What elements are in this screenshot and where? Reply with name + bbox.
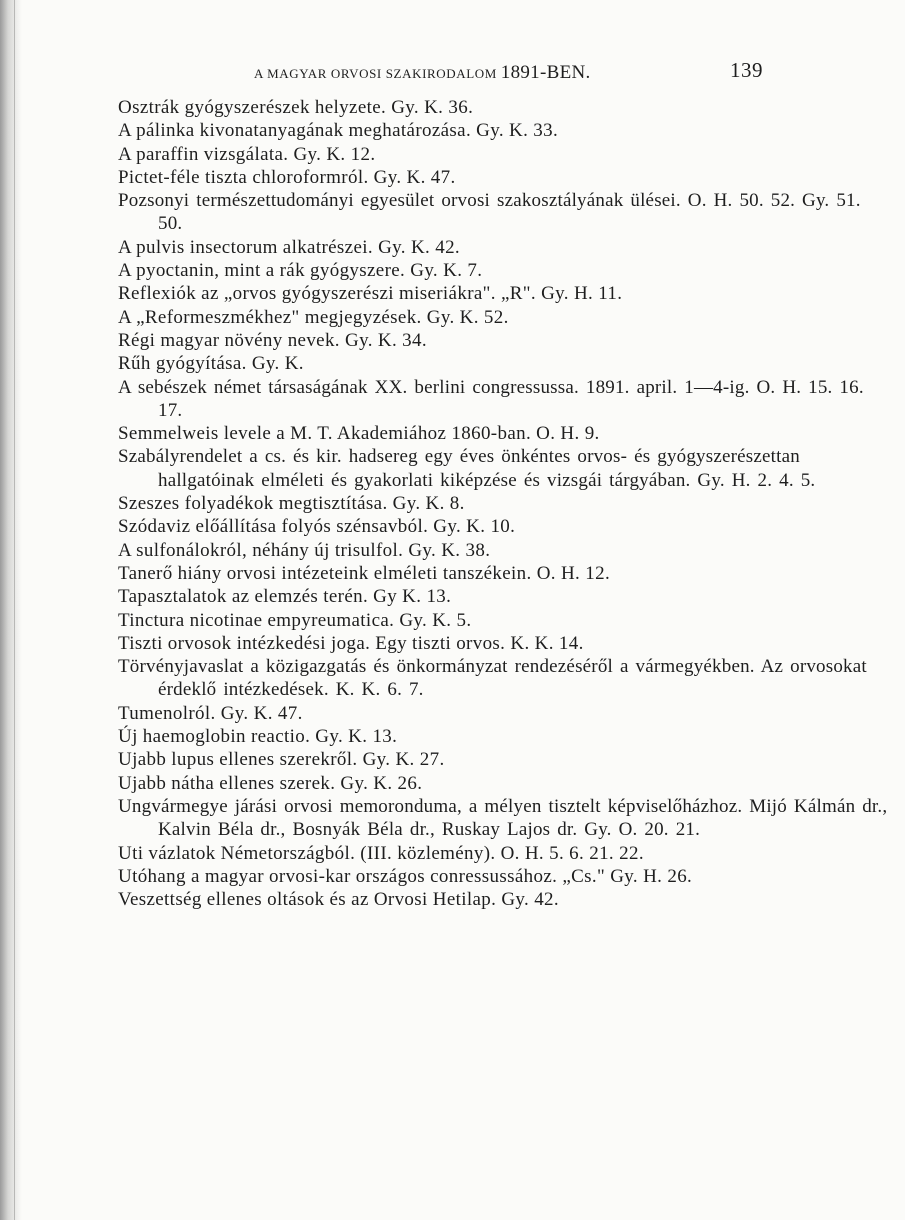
bibliography-entry: Pictet-féle tiszta chloroformról. Gy. K. 47. [118, 166, 456, 188]
running-title-year: 1891-BEN. [500, 62, 591, 83]
bibliography-entry: Tiszti orvosok intézkedési joga. Egy tiszti orvos. K. K. 14. [118, 632, 584, 654]
bibliography-entry: A sulfonálokról, néhány új trisulfol. Gy. K. 38. [118, 539, 491, 561]
bibliography-entry: Régi magyar növény nevek. Gy. K. 34. [118, 329, 427, 351]
bibliography-entry: Tinctura nicotinae empyreumatica. Gy. K. 5. [118, 609, 472, 631]
bibliography-entry: Uti vázlatok Németországból. (III. közlemény). O. H. 5. 6. 21. 22. [118, 842, 644, 864]
bibliography-entry: Osztrák gyógyszerészek helyzete. Gy. K. 36. [118, 97, 474, 118]
bibliography-entry: Tapasztalatok az elemzés terén. Gy K. 13. [118, 586, 452, 608]
bibliography-entry: Reflexiók az „orvos gyógyszerészi miseriákra". „R". Gy. H. 11. [118, 283, 623, 305]
bibliography-entry: Utóhang a magyar orvosi-kar országos conressussához. „Cs." Gy. H. 26. [118, 865, 693, 887]
bibliography-entry: Szeszes folyadékok megtisztítása. Gy. K. 8. [118, 493, 465, 515]
binding-line [14, 0, 15, 1220]
bibliography-entry: Új haemoglobin reactio. Gy. K. 13. [118, 726, 398, 748]
bibliography-entry: Rűh gyógyítása. Gy. K. [118, 353, 304, 375]
page-header [0, 58, 905, 88]
bibliography-entry: Szabályrendelet a cs. és kir. hadsereg egy éves önkéntes orvos- és gyógyszerészettan hallgatóinak elméleti és gyakorlati kiképzése és vizsgái tárgyában. Gy. H. 2. 4. 5. [118, 446, 816, 491]
page-edge-shadow [0, 0, 22, 1220]
bibliography-entry: A paraffin vizsgálata. Gy. K. 12. [118, 143, 376, 165]
bibliography-entry: A pyoctanin, mint a rák gyógyszere. Gy. K. 7. [118, 260, 483, 282]
bibliography-entry: A „Reformeszmékhez" megjegyzések. Gy. K. 52. [118, 306, 509, 328]
running-title [254, 62, 591, 84]
bibliography-entry: Pozsonyi természettudományi egyesület orvosi szakosztályának ülései. O. H. 50. 52. Gy. 51. 50. [118, 190, 861, 235]
page-number: 139 [730, 58, 763, 82]
running-title-text: A MAGYAR ORVOSI SZAKIRODALOM [254, 66, 497, 81]
bibliography-entry: Ujabb nátha ellenes szerek. Gy. K. 26. [118, 772, 423, 794]
bibliography-entry: A sebészek német társaságának XX. berlini congressussa. 1891. april. 1—4-ig. O. H. 15. 16. 17. [118, 376, 864, 421]
bibliography-entry: A pálinka kivonatanyagának meghatározása. Gy. K. 33. [118, 120, 559, 142]
bibliography-entry: Veszettség ellenes oltások és az Orvosi Hetilap. Gy. 42. [118, 889, 560, 911]
bibliography-entry: Tumenolról. Gy. K. 47. [118, 702, 303, 724]
bibliography-entry: Tanerő hiány orvosi intézeteink elméleti tanszékein. O. H. 12. [118, 562, 611, 584]
bibliography-list [118, 96, 888, 911]
bibliography-entry: Törvényjavaslat a közigazgatás és önkormányzat rendezéséről a vármegyékben. Az orvosokat érdeklő intézkedések. K. K. 6. 7. [118, 656, 867, 701]
bibliography-entry: Szódaviz előállítása folyós szénsavból. Gy. K. 10. [118, 516, 516, 538]
bibliography-entry: Semmelweis levele a M. T. Akademiához 1860-ban. O. H. 9. [118, 423, 600, 445]
bibliography-entry: Ujabb lupus ellenes szerekről. Gy. K. 27. [118, 749, 445, 771]
bibliography-entry: Ungvármegye járási orvosi memoronduma, a mélyen tisztelt képviselőházhoz. Mijó Kálmán dr., Kalvin Béla dr., Bosnyák Béla dr., Ruskay Lajos dr. Gy. O. 20. 21. [118, 795, 888, 841]
bibliography-entry: A pulvis insectorum alkatrészei. Gy. K. 42. [118, 236, 461, 258]
